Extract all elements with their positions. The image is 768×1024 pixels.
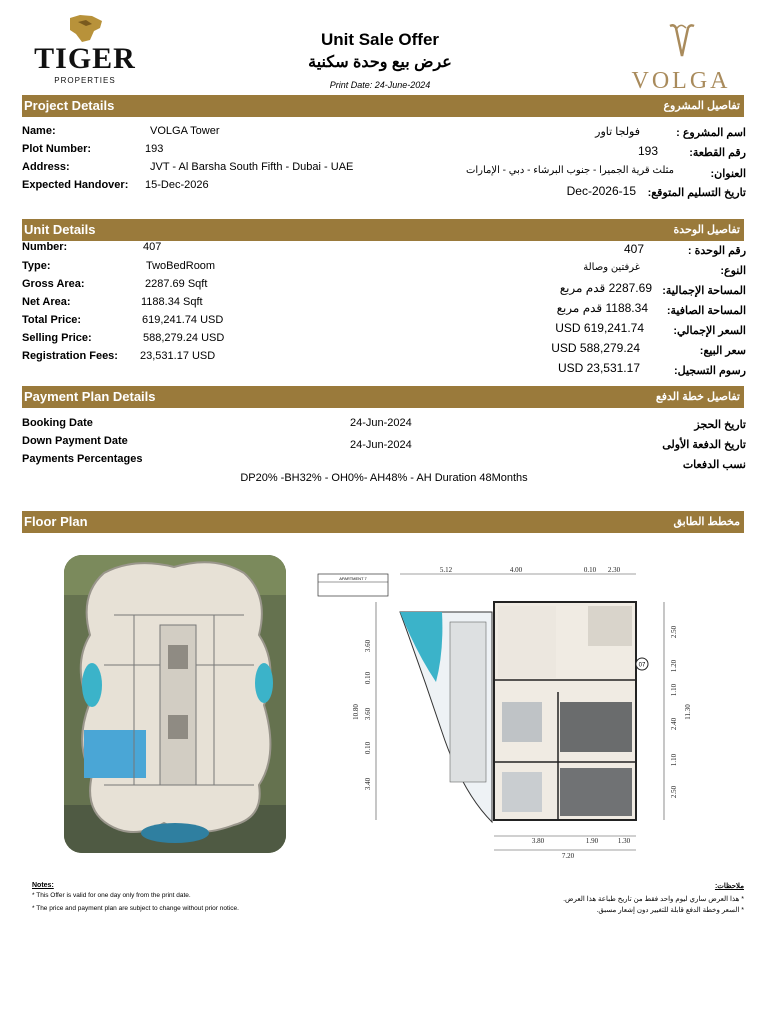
section-title-ar: تفاصيل الوحدة [673, 224, 740, 236]
dim-left-4: 0.10 [364, 741, 372, 755]
gross-area-value-ar: 2287.69 قدم مربع [559, 281, 652, 295]
type-label-ar: النوع: [720, 265, 746, 277]
dim-top-1: 5.12 [439, 566, 453, 574]
section-title: Unit Details [24, 222, 96, 237]
handover-value: 15-Dec-2026 [145, 179, 209, 191]
payments-percentages-label: Payments Percentages [22, 453, 143, 465]
apartment-floor-plan [312, 562, 700, 862]
section-title: Payment Plan Details [24, 389, 156, 404]
unit-badge: 07 [638, 662, 646, 669]
address-label-ar: العنوان: [710, 168, 746, 180]
dim-right-4: 2.40 [670, 717, 678, 731]
dim-bottom-3: 1.30 [617, 837, 631, 845]
section-title-ar: مخطط الطابق [673, 516, 740, 528]
highlighted-unit [84, 730, 146, 778]
section-title: Project Details [24, 98, 115, 113]
gross-area-label: Gross Area: [22, 278, 85, 290]
net-area-value: 1188.34 Sqft [141, 296, 203, 308]
total-price-value-ar: USD 619,241.74 [555, 321, 644, 335]
dim-left-total: 10.80 [352, 704, 360, 720]
down-payment-date-label-ar: تاريخ الدفعة الأولى [662, 439, 746, 451]
registration-fees-value-ar: USD 23,531.17 [557, 361, 640, 375]
dim-top-3: 0.10 [583, 566, 597, 574]
section-title-ar: تفاصيل المشروع [663, 100, 740, 112]
dim-right-total: 11.30 [684, 704, 692, 720]
notes-title-ar: ملاحظات: [714, 883, 744, 890]
payment-plan-bar [22, 386, 744, 408]
unit-number-value-ar: 407 [623, 242, 644, 256]
address-value-ar: مثلث قرية الجميرا - جنوب البرشاء - دبي - الإمارات [465, 165, 674, 176]
selling-price-value: 588,279.24 USD [143, 332, 225, 344]
dim-right-5: 1.10 [670, 753, 678, 767]
name-value-ar: فولجا تاور [595, 126, 640, 138]
unit-details-bar [22, 219, 744, 241]
volga-logo [622, 18, 740, 94]
unit-number-label: Number: [22, 241, 68, 253]
unit-number-value: 407 [143, 241, 162, 253]
page-title-ar: عرض بيع وحدة سكنية [308, 54, 452, 71]
tiger-properties-logo [30, 14, 140, 88]
payment-plan-text: DP20% -BH32% - OH0%- AH48% - AH Duration 48Months [240, 472, 528, 484]
net-area-label: Net Area: [22, 296, 71, 308]
plot-label-ar: رقم القطعة: [689, 147, 746, 159]
page-title: Unit Sale Offer [320, 30, 440, 49]
down-payment-date-label: Down Payment Date [22, 435, 128, 447]
floor-plate-image [64, 555, 286, 853]
name-label-ar: اسم المشروع : [676, 127, 746, 139]
type-label: Type: [22, 260, 51, 272]
apartment-label: APARTMENT 7 [339, 576, 367, 581]
dim-left-3: 3.60 [364, 707, 372, 721]
selling-price-value-ar: USD 588,279.24 [551, 341, 640, 355]
dim-right-3: 1.10 [670, 683, 678, 697]
address-label: Address: [22, 161, 70, 173]
dim-top-4: 2.30 [607, 566, 621, 574]
tiger-logo-word: TIGER [34, 42, 136, 75]
name-value: VOLGA Tower [150, 125, 220, 137]
tiger-head-icon [30, 14, 140, 44]
booking-date-label: Booking Date [22, 417, 93, 429]
down-payment-date-value: 24-Jun-2024 [350, 439, 412, 451]
dim-left-2: 0.10 [364, 671, 372, 685]
registration-fees-label: Registration Fees: [22, 350, 118, 362]
handover-value-ar: 15-Dec-2026 [566, 184, 636, 198]
project-details-bar [22, 95, 744, 117]
booking-date-value: 24-Jun-2024 [350, 417, 412, 429]
name-label: Name: [22, 125, 56, 137]
section-title: Floor Plan [24, 514, 88, 529]
note-1: * This Offer is valid for one day only from the print date. [32, 892, 191, 899]
payments-percentages-label-ar: نسب الدفعات [682, 459, 746, 471]
print-date: Print Date: 24-June-2024 [329, 80, 431, 90]
total-price-label-ar: السعر الإجمالي: [673, 325, 746, 337]
unit-number-label-ar: رقم الوحدة : [687, 245, 746, 257]
dim-bottom-2: 1.90 [585, 837, 599, 845]
dim-left-1: 3.60 [364, 639, 372, 653]
dim-left-5: 3.40 [364, 777, 372, 791]
gross-area-value: 2287.69 Sqft [145, 278, 208, 290]
registration-fees-value: 23,531.17 USD [140, 350, 216, 362]
plot-label: Plot Number: [22, 143, 92, 155]
selling-price-label-ar: سعر البيع: [699, 345, 746, 357]
registration-fees-label-ar: رسوم التسجيل: [673, 365, 746, 377]
total-price-label: Total Price: [22, 314, 82, 326]
volga-v-icon [622, 18, 740, 64]
handover-label-ar: تاريخ التسليم المتوقع: [647, 187, 746, 199]
selling-price-label: Selling Price: [22, 332, 92, 344]
floor-plan-bar [22, 511, 744, 533]
dim-top-2: 4.00 [509, 566, 523, 574]
booking-date-label-ar: تاريخ الحجز [694, 419, 746, 431]
dim-bottom-1: 3.80 [531, 837, 545, 845]
note-1-ar: * هذا العرض ساري ليوم واحد فقط من تاريخ طباعة هذا العرض. [563, 896, 744, 903]
notes-title: Notes: [32, 882, 54, 889]
type-value: TwoBedRoom [146, 260, 216, 272]
dim-right-6: 2.50 [670, 785, 678, 799]
address-value: JVT - Al Barsha South Fifth - Dubai - UAE [150, 161, 354, 173]
dim-right-2: 1.20 [670, 659, 678, 673]
dim-bottom-total: 7.20 [561, 852, 575, 860]
net-area-label-ar: المساحة الصافية: [666, 305, 746, 317]
handover-label: Expected Handover: [22, 179, 129, 191]
volga-logo-word: VOLGA [631, 68, 731, 94]
plot-value-ar: 193 [637, 144, 658, 158]
dim-right-1: 2.50 [670, 625, 678, 639]
net-area-value-ar: 1188.34 قدم مربع [556, 301, 648, 315]
total-price-value: 619,241.74 USD [142, 314, 224, 326]
type-value-ar: غرفتين وصالة [583, 262, 640, 273]
note-2: * The price and payment plan are subject to change without prior notice. [32, 905, 239, 912]
section-title-ar: تفاصيل خطة الدفع [655, 391, 740, 403]
tiger-logo-sub: PROPERTIES [54, 76, 116, 85]
gross-area-label-ar: المساحة الإجمالية: [662, 285, 746, 297]
note-2-ar: * السعر وخطة الدفع قابلة للتغيير دون إشعار مسبق. [596, 907, 744, 914]
plot-value: 193 [145, 143, 164, 155]
